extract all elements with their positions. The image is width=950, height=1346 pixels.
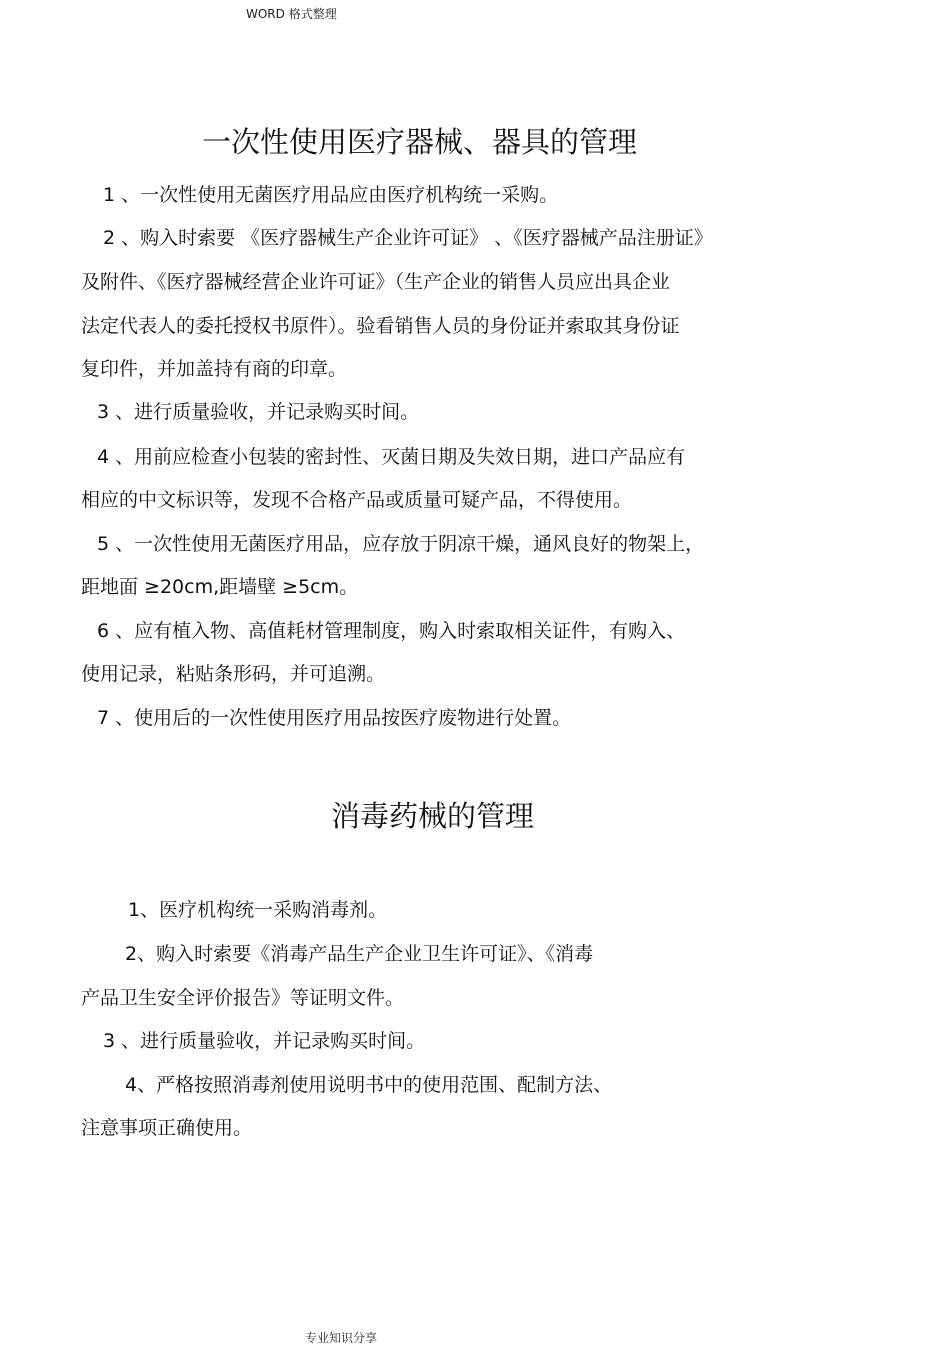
- section-1-line: 7 、使用后的一次性使用医疗用品按医疗废物进行处置。: [97, 707, 572, 729]
- page-header: WORD 格式整理: [246, 7, 337, 21]
- section-1-line: 4 、用前应检查小包装的密封性、灭菌日期及失效日期，进口产品应有: [97, 446, 686, 468]
- section-1-line: 距地面 ≥20cm,距墙壁 ≥5cm。: [81, 576, 359, 598]
- section-2-title: 消毒药械的管理: [331, 799, 535, 833]
- section-1-line: 6 、应有植入物、高值耗材管理制度，购入时索取相关证件，有购入、: [97, 620, 686, 642]
- section-1-line: 复印件，并加盖持有商的印章。: [81, 358, 348, 380]
- section-1-line: 及附件、《医疗器械经营企业许可证》（生产企业的销售人员应出具企业: [81, 271, 671, 293]
- section-1-line: 1 、一次性使用无菌医疗用品应由医疗机构统一采购。: [103, 184, 559, 206]
- section-2-line: 1、医疗机构统一采购消毒剂。: [128, 899, 388, 921]
- section-1-line: 3 、进行质量验收，并记录购买时间。: [97, 401, 420, 423]
- section-1-line: 法定代表人的委托授权书原件）。验看销售人员的身份证并索取其身份证: [81, 315, 680, 337]
- section-1-line: 5 、一次性使用无菌医疗用品，应存放于阴凉干燥，通风良好的物架上，: [97, 533, 705, 555]
- section-2-line: 产品卫生安全评价报告》等证明文件。: [81, 987, 405, 1009]
- page-footer: 专业知识分享: [305, 1331, 378, 1345]
- section-1-line: 2 、购入时索要 《医疗器械生产企业许可证》 、《医疗器械产品注册证》: [103, 227, 713, 249]
- section-1-line: 相应的中文标识等，发现不合格产品或质量可疑产品，不得使用。: [81, 489, 633, 511]
- section-2-line: 3 、进行质量验收，并记录购买时间。: [103, 1030, 426, 1052]
- section-2-line: 4、严格按照消毒剂使用说明书中的使用范围、配制方法、: [125, 1074, 613, 1096]
- section-2-line: 注意事项正确使用。: [81, 1117, 253, 1139]
- section-1-line: 使用记录，粘贴条形码，并可追溯。: [81, 663, 386, 685]
- section-2-line: 2、购入时索要《消毒产品生产企业卫生许可证》、《消毒: [125, 943, 594, 965]
- section-1-title: 一次性使用医疗器械、器具的管理: [202, 125, 638, 159]
